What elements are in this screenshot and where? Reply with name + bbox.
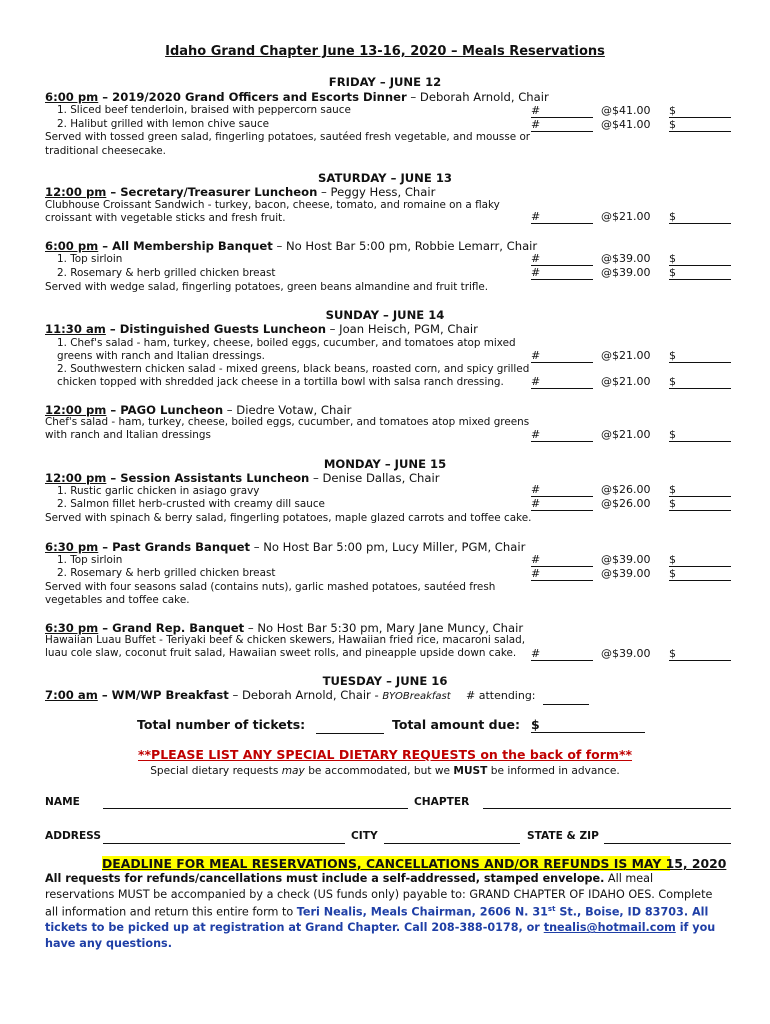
- address-field[interactable]: [103, 843, 345, 844]
- amount-field[interactable]: $: [669, 252, 731, 266]
- menu-item: 1. Top sirloin: [57, 253, 123, 265]
- event-description: traditional cheesecake.: [45, 145, 166, 157]
- amount-field[interactable]: $: [669, 483, 731, 497]
- dietary-heading: **PLEASE LIST ANY SPECIAL DIETARY REQUESTS on the back of form**: [137, 747, 633, 762]
- event-description: vegetables and toffee cake.: [45, 594, 190, 606]
- event-heading: [45, 688, 451, 702]
- event-heading: [45, 540, 525, 554]
- event-name: – Past Grands Banquet: [98, 540, 251, 554]
- event-name: – 2019/2020 Grand Officers and Escorts Dinner: [98, 90, 407, 104]
- quantity-field[interactable]: #: [531, 497, 593, 511]
- quantity-field[interactable]: #: [531, 553, 593, 567]
- event-name: – All Membership Banquet: [98, 239, 273, 253]
- event-name: – PAGO Luncheon: [106, 403, 224, 417]
- event-description: Served with tossed green salad, fingerling potatoes, sautéed fresh vegetable, and mousse or: [45, 131, 531, 143]
- amount-field[interactable]: $: [669, 553, 731, 567]
- instructions-text: All meal reservations MUST be accompanied by a check (US funds only) payable to: GRAND CHAPTER OF IDAHO OES. Complete all information and return this entire form to: [45, 872, 713, 919]
- quantity-field[interactable]: #: [531, 375, 593, 389]
- dietary-note: [0, 765, 770, 777]
- quantity-field[interactable]: #: [531, 428, 593, 442]
- amount-field[interactable]: $: [669, 266, 731, 280]
- quantity-field[interactable]: #: [531, 210, 593, 224]
- price-label: @$21.00: [601, 375, 651, 388]
- event-time: 12:00 pm: [45, 471, 107, 485]
- event-host: – Diedre Votaw, Chair: [223, 403, 352, 417]
- contact-text: if you have any questions.: [45, 921, 716, 950]
- name-field[interactable]: [103, 808, 408, 809]
- event-description: Hawaiian Luau Buffet - Teriyaki beef & chicken skewers, Hawaiian fried rice, macaroni salad,: [45, 634, 526, 646]
- total-amount-field[interactable]: $: [531, 717, 645, 733]
- event-name: – Secretary/Treasurer Luncheon: [106, 185, 318, 199]
- price-label: @$39.00: [601, 252, 651, 265]
- day-heading-friday: FRIDAY – JUNE 12: [328, 75, 442, 89]
- amount-field[interactable]: $: [669, 349, 731, 363]
- price-label: @$41.00: [601, 104, 651, 117]
- total-amount-label: Total amount due:: [392, 717, 520, 732]
- amount-field[interactable]: $: [669, 647, 731, 661]
- menu-item: 1. Sliced beef tenderloin, braised with peppercorn sauce: [57, 104, 351, 116]
- event-description: Served with wedge salad, fingerling potatoes, green beans almandine and fruit trifle.: [45, 281, 489, 293]
- event-heading: [45, 403, 351, 417]
- amount-field[interactable]: $: [669, 104, 731, 118]
- event-time: 12:00 pm: [45, 403, 107, 417]
- event-time: 11:30 am: [45, 322, 106, 336]
- quantity-field[interactable]: #: [531, 567, 593, 581]
- menu-item: 1. Top sirloin: [57, 554, 123, 566]
- event-name: – Session Assistants Luncheon: [106, 471, 310, 485]
- event-name: – Grand Rep. Banquet: [98, 621, 245, 635]
- state-zip-label: STATE & ZIP: [527, 830, 599, 842]
- event-description: Served with four seasons salad (contains nuts), garlic mashed potatoes, sautéed fresh: [45, 581, 496, 593]
- menu-item: chicken topped with shredded jack cheese in a tortilla bowl with salsa ranch dressing.: [57, 376, 504, 388]
- event-host: – No Host Bar 5:30 pm, Mary Jane Muncy, Chair: [244, 621, 524, 635]
- address-label: ADDRESS: [45, 830, 101, 842]
- city-label: CITY: [351, 830, 378, 842]
- event-host: – No Host Bar 5:00 pm, Robbie Lemarr, Chair: [272, 239, 538, 253]
- event-time: 6:00 pm: [45, 90, 99, 104]
- contact-text: Teri Nealis, Meals Chairman, 2606 N. 31: [296, 905, 548, 919]
- instructions-paragraph: [45, 871, 725, 951]
- total-tickets-field[interactable]: [316, 733, 384, 734]
- menu-item: greens with ranch and Italian dressings.: [57, 350, 265, 362]
- quantity-field[interactable]: #: [531, 104, 593, 118]
- event-heading: [45, 322, 478, 336]
- event-time: 6:00 pm: [45, 239, 99, 253]
- dietary-note-text: may: [281, 765, 305, 777]
- quantity-field[interactable]: #: [531, 647, 593, 661]
- dietary-note-text: be informed in advance.: [487, 765, 620, 777]
- menu-item: 2. Salmon fillet herb-crusted with creamy dill sauce: [57, 498, 325, 510]
- attending-label: # attending:: [466, 689, 536, 702]
- event-description: Served with spinach & berry salad, fingerling potatoes, maple glazed carrots and toffee cake.: [45, 512, 532, 524]
- contact-text: St., Boise, ID 83703. All tickets to be picked up at registration at Grand Chapter. Call 208-388-0178, or: [45, 905, 709, 935]
- day-heading-tuesday: TUESDAY – JUNE 16: [322, 674, 448, 688]
- price-label: @$41.00: [601, 118, 651, 131]
- price-label: @$26.00: [601, 497, 651, 510]
- menu-item: 2. Rosemary & herb grilled chicken breast: [57, 267, 276, 279]
- menu-item: 1. Chef's salad - ham, turkey, cheese, boiled eggs, cucumber, and tomatoes atop mixed: [57, 337, 516, 349]
- quantity-field[interactable]: #: [531, 349, 593, 363]
- event-name: – Distinguished Guests Luncheon: [105, 322, 326, 336]
- menu-item: 2. Halibut grilled with lemon chive sauce: [57, 118, 270, 130]
- state-zip-field[interactable]: [604, 843, 731, 844]
- quantity-field[interactable]: #: [531, 266, 593, 280]
- dietary-note-text: Special dietary requests: [150, 765, 282, 777]
- instructions-text: All requests for refunds/cancellations must include a self-addressed, stamped envelope.: [45, 872, 605, 885]
- page-title: Idaho Grand Chapter June 13-16, 2020 – Meals Reservations: [165, 44, 605, 59]
- event-time: 6:30 pm: [45, 621, 99, 635]
- quantity-field[interactable]: #: [531, 252, 593, 266]
- event-host: – Peggy Hess, Chair: [317, 185, 436, 199]
- event-description: Clubhouse Croissant Sandwich - turkey, bacon, cheese, tomato, and romaine on a flaky: [45, 199, 500, 211]
- event-time: 7:00 am: [45, 688, 98, 702]
- price-label: @$39.00: [601, 567, 651, 580]
- event-heading: [45, 471, 439, 485]
- attending-field[interactable]: [543, 704, 589, 705]
- event-host: – Deborah Arnold, Chair: [406, 90, 549, 104]
- dietary-note-text: MUST: [453, 765, 488, 777]
- event-time: 12:00 pm: [45, 185, 107, 199]
- city-field[interactable]: [384, 843, 520, 844]
- total-tickets-label: Total number of tickets:: [137, 717, 306, 732]
- event-description: luau cole slaw, coconut fruit salad, Hawaiian sweet rolls, and pineapple upside down cake.: [45, 647, 517, 659]
- event-heading: [45, 90, 549, 104]
- event-heading: [45, 239, 537, 253]
- event-host: – Denise Dallas, Chair: [309, 471, 440, 485]
- chapter-field[interactable]: [483, 808, 731, 809]
- email-link[interactable]: tnealis@hotmail.com: [543, 921, 676, 935]
- amount-field[interactable]: $: [669, 497, 731, 511]
- amount-field[interactable]: $: [669, 567, 731, 581]
- deadline-banner: DEADLINE FOR MEAL RESERVATIONS, CANCELLATIONS AND/OR REFUNDS IS MAY 15, 2020: [102, 856, 727, 871]
- price-label: @$21.00: [601, 210, 651, 223]
- day-heading-monday: MONDAY – JUNE 15: [323, 457, 447, 471]
- event-time: 6:30 pm: [45, 540, 99, 554]
- price-label: @$39.00: [601, 647, 651, 660]
- price-label: @$21.00: [601, 349, 651, 362]
- price-label: @$39.00: [601, 553, 651, 566]
- event-description: Chef's salad - ham, turkey, cheese, boiled eggs, cucumber, and tomatoes atop mixed greens: [45, 416, 530, 428]
- quantity-field[interactable]: #: [531, 118, 593, 132]
- day-heading-saturday: SATURDAY – JUNE 13: [318, 171, 452, 185]
- contact-text: st: [547, 905, 556, 913]
- quantity-field[interactable]: #: [531, 483, 593, 497]
- name-label: NAME: [45, 796, 80, 808]
- price-label: @$26.00: [601, 483, 651, 496]
- menu-item: 2. Rosemary & herb grilled chicken breast: [57, 567, 276, 579]
- menu-item: 2. Southwestern chicken salad - mixed greens, black beans, roasted corn, and spicy grilled: [57, 363, 530, 375]
- menu-item: 1. Rustic garlic chicken in asiago gravy: [57, 485, 260, 497]
- event-heading: [45, 621, 523, 635]
- event-host: – No Host Bar 5:00 pm, Lucy Miller, PGM, Chair: [250, 540, 526, 554]
- event-host: – Joan Heisch, PGM, Chair: [326, 322, 478, 336]
- event-description: with ranch and Italian dressings: [45, 429, 211, 441]
- event-host: – Deborah Arnold, Chair -: [228, 688, 383, 702]
- event-byo-note: BYOBreakfast: [382, 691, 451, 702]
- event-description: croissant with vegetable sticks and fresh fruit.: [45, 212, 286, 224]
- event-heading: [45, 185, 435, 199]
- price-label: @$39.00: [601, 266, 651, 279]
- amount-field[interactable]: $: [669, 210, 731, 224]
- chapter-label: CHAPTER: [414, 796, 470, 808]
- dietary-note-text: be accommodated, but we: [304, 765, 454, 777]
- amount-field[interactable]: $: [669, 428, 731, 442]
- amount-field[interactable]: $: [669, 118, 731, 132]
- price-label: @$21.00: [601, 428, 651, 441]
- event-name: – WM/WP Breakfast: [97, 688, 229, 702]
- amount-field[interactable]: $: [669, 375, 731, 389]
- day-heading-sunday: SUNDAY – JUNE 14: [325, 308, 445, 322]
